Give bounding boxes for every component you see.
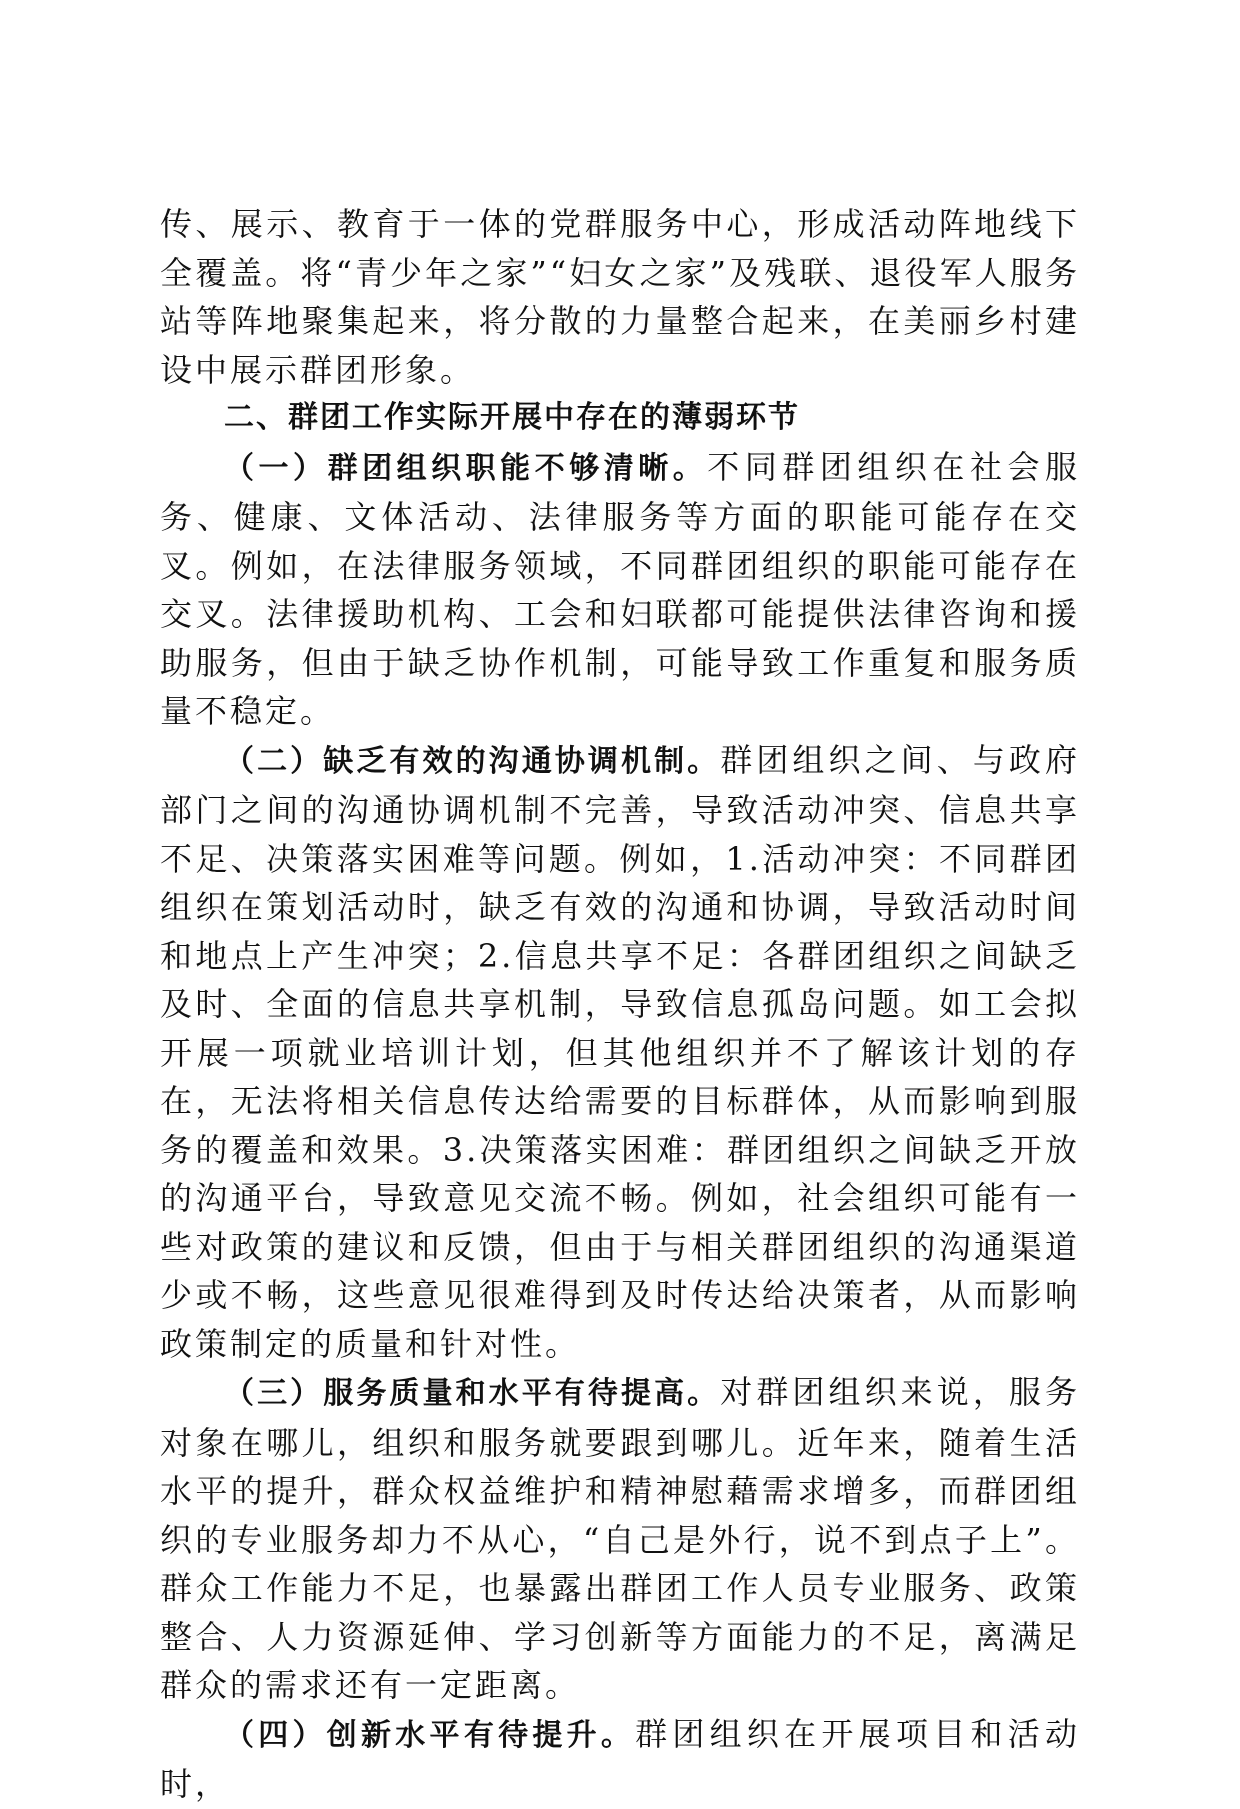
paragraph-item-3: [160, 1368, 1080, 1710]
item-1-body: 不同群团组织在社会服务、健康、文体活动、法律服务等方面的职能可能存在交叉。例如，在法律服务领域，不同群团组织的职能可能存在交叉。法律援助机构、工会和妇联都可能提供法律咨询和援助服务，但由于缺乏协作机制，可能导致工作重复和服务质量不稳定。: [160, 447, 1080, 730]
item-4-lead: （四）创新水平有待提升。: [224, 1717, 636, 1753]
paragraph-item-2: [160, 736, 1080, 1369]
item-3-lead: （三）服务质量和水平有待提高。: [224, 1376, 721, 1411]
paragraph-item-1: [160, 443, 1080, 736]
item-1-lead: （一）群团组织职能不够清晰。: [224, 450, 708, 486]
item-2-body: 群团组织之间、与政府部门之间的沟通协调机制不完善，导致活动冲突、信息共享不足、决策落实困难等问题。例如，1.活动冲突：不同群团组织在策划活动时，缺乏有效的沟通和协调，导致活动时间和地点上产生冲突；2.信息共享不足：各群团组织之间缺乏及时、全面的信息共享机制，导致信息孤岛问题。如工会拟开展一项就业培训计划，但其他组织并不了解该计划的存在，无法将相关信息传达给需要的目标群体，从而影响到服务的覆盖和效果。3.决策落实困难：群团组织之间缺乏开放的沟通平台，导致意见交流不畅。例如，社会组织可能有一些对政策的建议和反馈，但由于与相关群团组织的沟通渠道少或不畅，这些意见很难得到及时传达给决策者，从而影响政策制定的质量和针对性。: [160, 740, 1080, 1363]
paragraph-item-4: [160, 1710, 1080, 1809]
section-heading: 二、群团工作实际开展中存在的薄弱环节: [224, 400, 800, 435]
document-body: [160, 200, 1080, 1809]
item-3-body: 对群团组织来说，服务对象在哪儿，组织和服务就要跟到哪儿。近年来，随着生活水平的提升，群众权益维护和精神慰藉需求增多，而群团组织的专业服务却力不从心，“自己是外行，说不到点子上”。群众工作能力不足，也暴露出群团工作人员专业服务、政策整合、人力资源延伸、学习创新等方面能力的不足，离满足群众的需求还有一定距离。: [160, 1373, 1080, 1704]
item-4-body: 群团组织在开展项目和活动时，: [160, 1714, 1080, 1803]
item-2-lead: （二）缺乏有效的沟通协调机制。: [224, 743, 721, 779]
paragraph-continued: 传、展示、教育于一体的党群服务中心，形成活动阵地线下全覆盖。将“青少年之家”“妇女之家”及残联、退役军人服务站等阵地聚集起来，将分散的力量整合起来，在美丽乡村建设中展示群团形象。: [160, 205, 1080, 389]
